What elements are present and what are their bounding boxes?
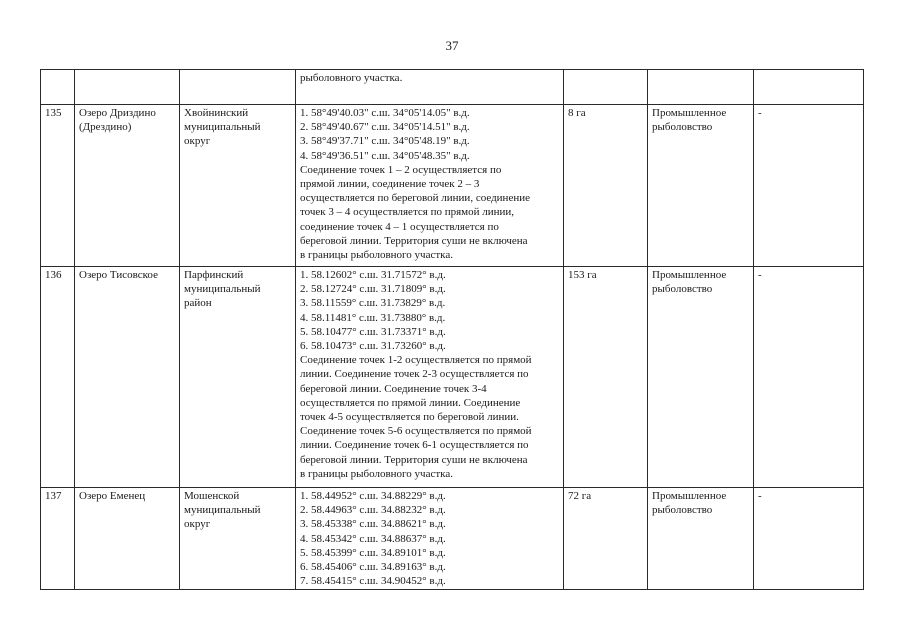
cell-note: -: [754, 105, 864, 267]
coords-line: 5. 58.45399° с.ш. 34.89101° в.д.: [300, 546, 446, 559]
purpose-line: Промышленное: [652, 269, 727, 281]
purpose-line: рыболовство: [652, 121, 713, 134]
coords-line: линии. Соединение точек 6-1 осуществляется по: [300, 439, 529, 452]
district-line: район: [184, 297, 212, 310]
purpose-line: рыболовство: [652, 283, 713, 296]
cell-area: [564, 70, 648, 105]
cell-num: 137: [41, 488, 75, 590]
cell-coords: [296, 105, 564, 267]
cell-num: 135: [41, 105, 75, 267]
cell-area: 72 га: [564, 488, 648, 590]
coords-line: 4. 58.11481° с.ш. 31.73880° в.д.: [300, 311, 446, 324]
coords-line: береговой линии. Территория суши не включена: [300, 234, 528, 247]
cell-coords: [296, 70, 564, 105]
district-line: Мошенской: [184, 490, 240, 502]
district-line: округ: [184, 518, 211, 531]
cell-note: -: [754, 267, 864, 488]
cell-name: [75, 488, 180, 590]
coords-line: 2. 58.44963° с.ш. 34.88232° в.д.: [300, 504, 446, 517]
coords-line: береговой линии. Территория суши не включена: [300, 453, 528, 466]
cell-district: [180, 70, 296, 105]
cell-note: -: [754, 488, 864, 590]
district-line: муниципальный: [184, 283, 261, 296]
district-line: муниципальный: [184, 504, 261, 517]
coords-line: осуществляется по береговой линии, соединение: [300, 192, 530, 205]
coords-line: 3. 58°49'37.71" с.ш. 34°05'48.19" в.д.: [300, 135, 470, 148]
coords-line: 1. 58.12602° с.ш. 31.71572° в.д.: [300, 269, 446, 281]
fishing-areas-table: [40, 69, 864, 590]
cell-name: [75, 70, 180, 105]
table-row: [41, 105, 864, 267]
cell-num: [41, 70, 75, 105]
cell-note: [754, 70, 864, 105]
purpose-line: Промышленное: [652, 490, 727, 502]
coords-line: 3. 58.11559° с.ш. 31.73829° в.д.: [300, 297, 446, 310]
coords-line: 6. 58.45406° с.ш. 34.89163° в.д.: [300, 561, 446, 574]
coords-line: 6. 58.10473° с.ш. 31.73260° в.д.: [300, 340, 446, 353]
cell-purpose: [648, 105, 754, 267]
cell-area: 8 га: [564, 105, 648, 267]
coords-line: Соединение точек 5-6 осуществляется по прямой: [300, 425, 532, 438]
lake-name-line: Озеро Дриздино: [79, 107, 156, 119]
district-line: Парфинский: [184, 269, 244, 281]
coords-line: 7. 58.45415° с.ш. 34.90452° в.д.: [300, 575, 446, 588]
lake-name-line: (Дрездино): [79, 121, 132, 134]
coords-line: точек 3 – 4 осуществляется по прямой линии,: [300, 206, 515, 219]
coords-line: 2. 58°49'40.67" с.ш. 34°05'14.51" в.д.: [300, 121, 470, 134]
coords-line: точек 4-5 осуществляется по береговой линии.: [300, 411, 519, 424]
cell-purpose: [648, 70, 754, 105]
table-row: [41, 488, 864, 590]
cell-purpose: [648, 488, 754, 590]
table-row-continuation: [41, 70, 864, 105]
cell-name: [75, 105, 180, 267]
table-row: [41, 267, 864, 488]
cell-num: 136: [41, 267, 75, 488]
purpose-line: рыболовство: [652, 504, 713, 517]
coords-line: Соединение точек 1 – 2 осуществляется по: [300, 163, 502, 176]
coords-line: соединение точек 4 – 1 осуществляется по: [300, 220, 499, 233]
page-number: 37: [445, 38, 459, 53]
coords-line: в границы рыболовного участка.: [300, 249, 453, 262]
cell-district: [180, 105, 296, 267]
coords-line: осуществляется по прямой линии. Соединение: [300, 396, 521, 409]
cell-district: [180, 267, 296, 488]
coords-line: 4. 58°49'36.51" с.ш. 34°05'48.35" в.д.: [300, 149, 470, 162]
cell-area: 153 га: [564, 267, 648, 488]
cell-name: [75, 267, 180, 488]
coords-line: линии. Соединение точек 2-3 осуществляется по: [300, 368, 529, 381]
purpose-line: Промышленное: [652, 107, 727, 119]
coords-line: 2. 58.12724° с.ш. 31.71809° в.д.: [300, 283, 446, 296]
district-line: Хвойнинский: [184, 107, 249, 119]
coords-line: 1. 58°49'40.03" с.ш. 34°05'14.05" в.д.: [300, 107, 470, 119]
coords-line: 1. 58.44952° с.ш. 34.88229° в.д.: [300, 490, 446, 502]
coords-line: 4. 58.45342° с.ш. 34.88637° в.д.: [300, 532, 446, 545]
district-line: округ: [184, 135, 211, 148]
coords-line: в границы рыболовного участка.: [300, 467, 453, 480]
lake-name-line: Озеро Еменец: [79, 490, 146, 502]
cell-purpose: [648, 267, 754, 488]
coords-line: 5. 58.10477° с.ш. 31.73371° в.д.: [300, 325, 446, 338]
coords-line: прямой линии, соединение точек 2 – 3: [300, 178, 480, 191]
coords-line: 3. 58.45338° с.ш. 34.88621° в.д.: [300, 518, 446, 531]
lake-name-line: Озеро Тисовское: [79, 269, 158, 281]
cell-district: [180, 488, 296, 590]
cell-coords: [296, 488, 564, 590]
cell-coords: [296, 267, 564, 488]
coords-line: Соединение точек 1-2 осуществляется по прямой: [300, 354, 532, 367]
district-line: муниципальный: [184, 121, 261, 134]
coords-line: береговой линии. Соединение точек 3-4: [300, 382, 487, 395]
coords-line: рыболовного участка.: [300, 72, 403, 84]
